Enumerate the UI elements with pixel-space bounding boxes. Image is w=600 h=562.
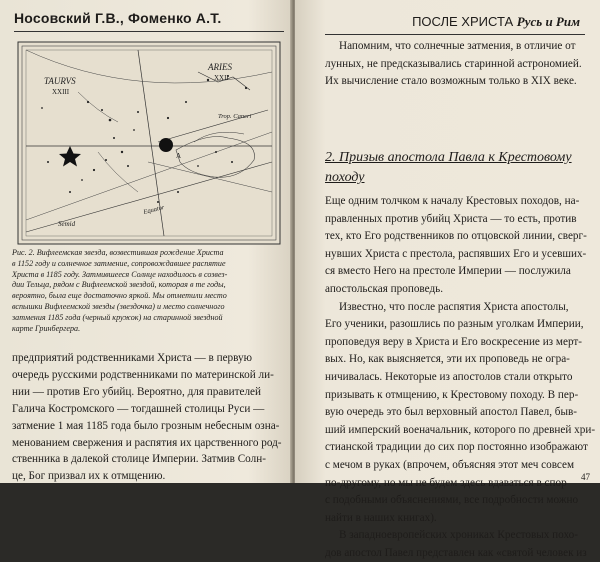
text-line: с мечом в руках (впрочем, объясняя этот меч совсем [325,458,575,471]
text-line: ничивалась. Некоторые из апостолов стали открыто [325,370,573,383]
text-line: нувших Христа с престола, распявших Его и усевших- [325,247,587,260]
text-line: вую очередь это был верховный апостол Павел, быв- [325,406,578,419]
text-line: менованием свержения и распятия их царственного род- [12,436,282,449]
text-line: ственника в далекой столице Империи. Затмив Солн- [12,453,266,466]
figure-caption [12,248,288,334]
text-line: Его ученики, разошлись по разным уголкам Империи, [325,318,584,331]
header-rule [14,31,284,32]
header-rule [325,34,585,35]
text-line: дов апостол Павел представлен как «святой человек из [325,546,587,559]
text-line: Галича Костромского — тогдашней столицы Руси — [12,402,265,415]
text-line: проповедуя веру в Христа и Его воскресение из мерт- [325,335,583,348]
page-number: 47 [581,472,590,482]
text-line: це, Бог призвал их к отмщению. [12,470,166,483]
heading-line: 2. Призыв апостола Павла к Крестовому [325,150,572,165]
caption-line: Христа в 1185 году. Затмившееся Солнце находилось в созвез- [12,269,228,279]
text-line: лунных, не предсказывались старинной астрономией. [325,57,582,70]
right-running-header [412,14,580,30]
header-prefix: ПОСЛЕ ХРИСТА [412,14,514,29]
caption-line: Рис. 2. Вифлеемская звезда, возвестившая рождение Христа [12,248,224,257]
text-line: очередь русскими родственниками по материнской ли- [12,368,274,381]
star-map-illustration [18,42,280,244]
text-line: предприятий родственниками Христа — в первую [12,352,252,364]
left-running-header: Носовский Г.В., Фоменко А.Т. [14,10,222,26]
header-suffix: Русь и Рим [516,14,580,29]
left-page [0,0,292,483]
text-line: В западноевропейских хрониках Крестовых похо- [339,529,578,542]
text-line: правленных против убийц Христа — то есть, против [325,212,577,225]
map-label-taurus: TAURVS [44,76,76,86]
text-line: затмение 1 мая 1185 года было грозным небесным озна- [12,419,280,432]
map-label-a: A [176,152,182,160]
text-line: ший имперский военачальник, которого по древней хри- [325,423,596,436]
right-body-text [325,193,595,562]
right-page [295,0,600,559]
text-line: стианской традиции до сих пор постоянно изображают [325,441,588,454]
caption-line: в 1152 году и солнечное затмение, сопровождавшее распятие [12,258,226,268]
map-label-equator: Equator [142,203,166,216]
caption-line: вспышки Вифлеемской звезды (звездочка) и место солнечного [12,301,225,311]
map-label-semid: Semid [58,220,76,228]
map-label-tropic: Trop. Cancri [218,113,252,120]
text-line: Еще одним толчком к началу Крестовых походов, на- [325,195,580,207]
text-line: вых. Но, как выясняется, эти их проповедь не огра- [325,353,570,366]
text-line: призывать к отмщению, к Крестовому походу. В пер- [325,388,579,401]
text-line: ся вместо Него на престоле Империи — послужила [325,265,571,278]
text-line: Известно, что после распятия Христа апостолы, [339,300,569,313]
map-label-taurus-num: XXIII [52,88,70,96]
text-line: нии — против Его убийц. Вероятно, для правителей [12,385,261,398]
text-line: Напомним, что солнечные затмения, в отличие от [339,40,576,52]
text-line: тех, кто Его родственников по отцовской линии, сверг- [325,230,587,243]
caption-line: вероятно, была еще достаточно яркой. Мы отметили место [12,291,227,301]
caption-line: затмения 1185 года (черный кружок) на старинной звездной [12,312,223,322]
caption-line: дии Тельца, рядом с Вифлеемской звездой, которая в те годы, [12,280,226,290]
section-heading [325,148,595,188]
text-line: найти в наших книгах). [325,511,437,524]
left-body-text [12,350,290,485]
text-line: апостольская проповедь. [325,282,444,295]
text-line: с подобными объяснениями, все подробности можно [325,494,579,507]
text-line: Их вычисление стало возможным только в XIX веке. [325,75,577,88]
heading-line: походу [325,170,365,185]
map-label-aries: ARIES [208,62,232,72]
text-line: по-другому, но мы не будем здесь вдаваться в спор [325,476,567,489]
eclipse-sun-marker-icon [159,138,173,152]
intro-paragraph [325,38,595,91]
caption-line: карте Гринбергера. [12,323,81,333]
map-label-aries-num: XXII [214,74,229,82]
